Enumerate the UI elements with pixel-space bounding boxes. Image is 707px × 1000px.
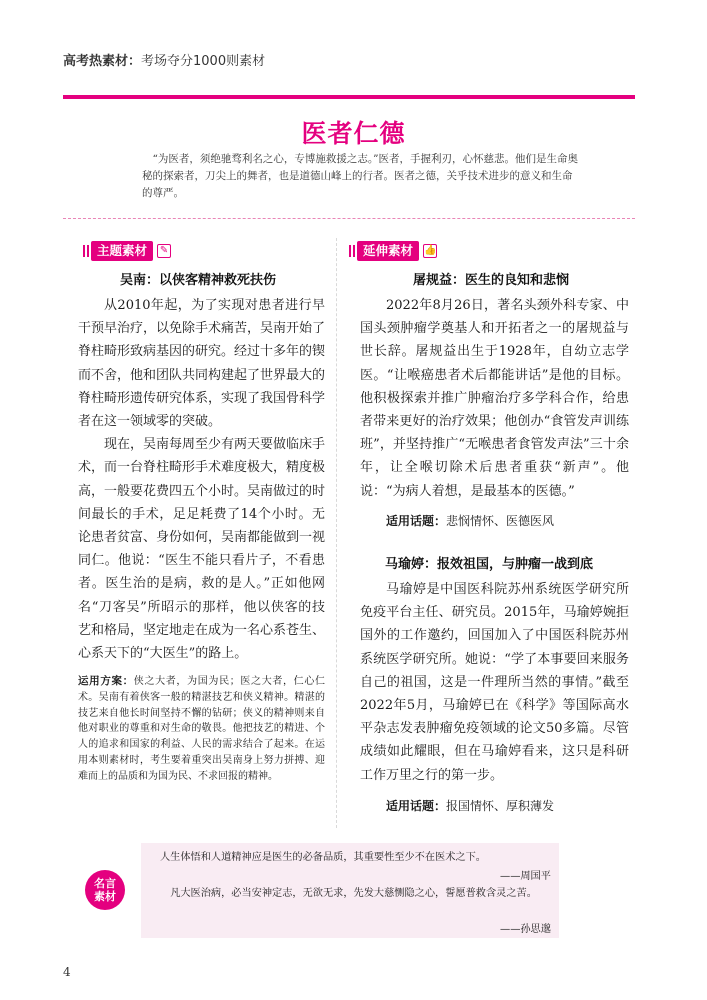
column-divider bbox=[336, 238, 337, 828]
header-label: 高考热素材： bbox=[63, 54, 142, 69]
right-article-1-title: 屠规益：医生的良知和悲悯 bbox=[413, 273, 570, 288]
usage-plan bbox=[78, 674, 325, 785]
quote-2: 凡大医治病，必当安神定志，无欲无求，先发大慈恻隐之心，誓愿普救含灵之苦。 bbox=[170, 888, 537, 899]
extended-material-tag bbox=[349, 240, 437, 262]
intro-paragraph: “为医者，须绝驰骛利名之心，专博施救援之志。”医者，手握利刃，心怀慈悲。他们是生命奥秘的探索者，刀尖上的舞者，也是道德山峰上的行者。医者之德，关乎技术进步的意义和生命的尊严。 bbox=[142, 153, 578, 199]
section-divider bbox=[63, 218, 635, 219]
topic-text: 报国情怀、厚积薄发 bbox=[446, 799, 555, 813]
theme-material-label: 主题素材 bbox=[91, 241, 153, 261]
header-subtitle: 考场夺分1000则素材 bbox=[141, 54, 266, 69]
left-paragraph-1: 从2010年起，为了实现对患者进行早干预早治疗，以免除手术痛苦，吴南开始了脊柱畸形致病基因的研究。经过十多年的锲而不舍，他和团队共同构建起了世界最大的脊柱畸形遗传研究体系，实现了我国骨科学者在这一领域零的突破。 bbox=[78, 298, 326, 430]
quote-1-author: ——周国平 bbox=[500, 871, 551, 882]
right-article-2-paragraph: 马瑜婷是中国医科院苏州系统医学研究所免疫平台主任、研究员。2015年，马瑜婷婉拒国外的工作邀约，回国加入了中国医科院苏州系统医学研究所。她说：“学了本事要回来服务自己的祖国，这是一件理所当然的事情。”截至2022年5月，马瑜婷已在《科学》等国际高水平杂志发表肿瘤免疫领域的论文50多篇。尽管成绩如此耀眼，但在马瑜婷看来，这只是科研工作万里之行的第一步。 bbox=[360, 582, 629, 783]
left-article-body bbox=[78, 294, 325, 665]
badge-line-2: 素材 bbox=[94, 890, 116, 903]
running-header bbox=[63, 50, 265, 69]
topic-text: 悲悯情怀、医德医风 bbox=[446, 514, 555, 528]
theme-material-tag bbox=[83, 240, 171, 262]
right-article-1-paragraph: 2022年8月26日，著名头颈外科专家、中国头颈肿瘤学奠基人和开拓者之一的屠规益与世长辞。屠规益出生于1928年，自幼立志学医。“让喉癌患者术后都能讲话”是他的目标。他积极探索并推广肿瘤治疗多学科合作，给患者带来更好的治疗效果；他创办“食管发声训练班”，并坚持推广“无喉患者食管发声法”三十余年，让全喉切除术后患者重获“新声”。他说：“为病人着想，是最基本的医德。” bbox=[360, 298, 629, 499]
left-article-title: 吴南：以侠客精神救死扶伤 bbox=[120, 273, 277, 288]
right-article-1-topic bbox=[386, 512, 554, 529]
right-article-2-body bbox=[360, 578, 629, 787]
page-number: 4 bbox=[63, 965, 71, 979]
quote-1: 人生体悟和人道精神应是医生的必备品质，其重要性至少不在医术之下。 bbox=[160, 852, 486, 863]
topic-label: 适用话题： bbox=[386, 514, 447, 528]
page-title: 医者仁德 bbox=[301, 119, 406, 148]
right-article-1-body bbox=[360, 294, 629, 503]
thumbs-up-icon: 👍 bbox=[424, 245, 437, 256]
extended-material-label: 延伸素材 bbox=[357, 241, 419, 261]
famous-quotes-badge bbox=[85, 870, 125, 910]
right-article-2-topic bbox=[386, 797, 554, 814]
right-article-2-title: 马瑜婷：报效祖国，与肿瘤一战到底 bbox=[385, 557, 594, 572]
quote-2-author: ——孙思邈 bbox=[500, 924, 551, 935]
header-rule bbox=[63, 95, 635, 99]
edit-icon: ✎ bbox=[157, 244, 171, 258]
badge-line-1: 名言 bbox=[94, 877, 116, 890]
left-paragraph-2: 现在，吴南每周至少有两天要做临床手术，而一台脊柱畸形手术难度极大，精度极高，一般要花费四五个小时。吴南做过的时间最长的手术，足足耗费了14个小时。无论患者贫富、身份如何，吴南都能做到一视同仁。他说：“医生不能只看片子，不看患者。医生治的是病，救的是人。”正如他网名“刀客吴”所昭示的那样，他以侠客的技艺和格局，坚定地走在成为一名心系苍生、心系天下的“大医生”的路上。 bbox=[78, 437, 326, 662]
usage-plan-text: 侠之大者，为国为民；医之大者，仁心仁术。吴南有着侠客一般的精湛技艺和侠义精神。精湛的技艺来自他长时间坚持不懈的钻研；侠义的精神则来自他对职业的尊重和对生命的敬畏。他把技艺的精进、个人的追求和国家的利益、人民的需求结合了起来。在运用本则素材时，考生要着重突出吴南身上努力拼搏、迎难而上的品质和为国为民、不求回报的精神。 bbox=[78, 676, 326, 782]
usage-plan-label: 运用方案： bbox=[78, 675, 134, 687]
topic-label: 适用话题： bbox=[386, 799, 447, 813]
